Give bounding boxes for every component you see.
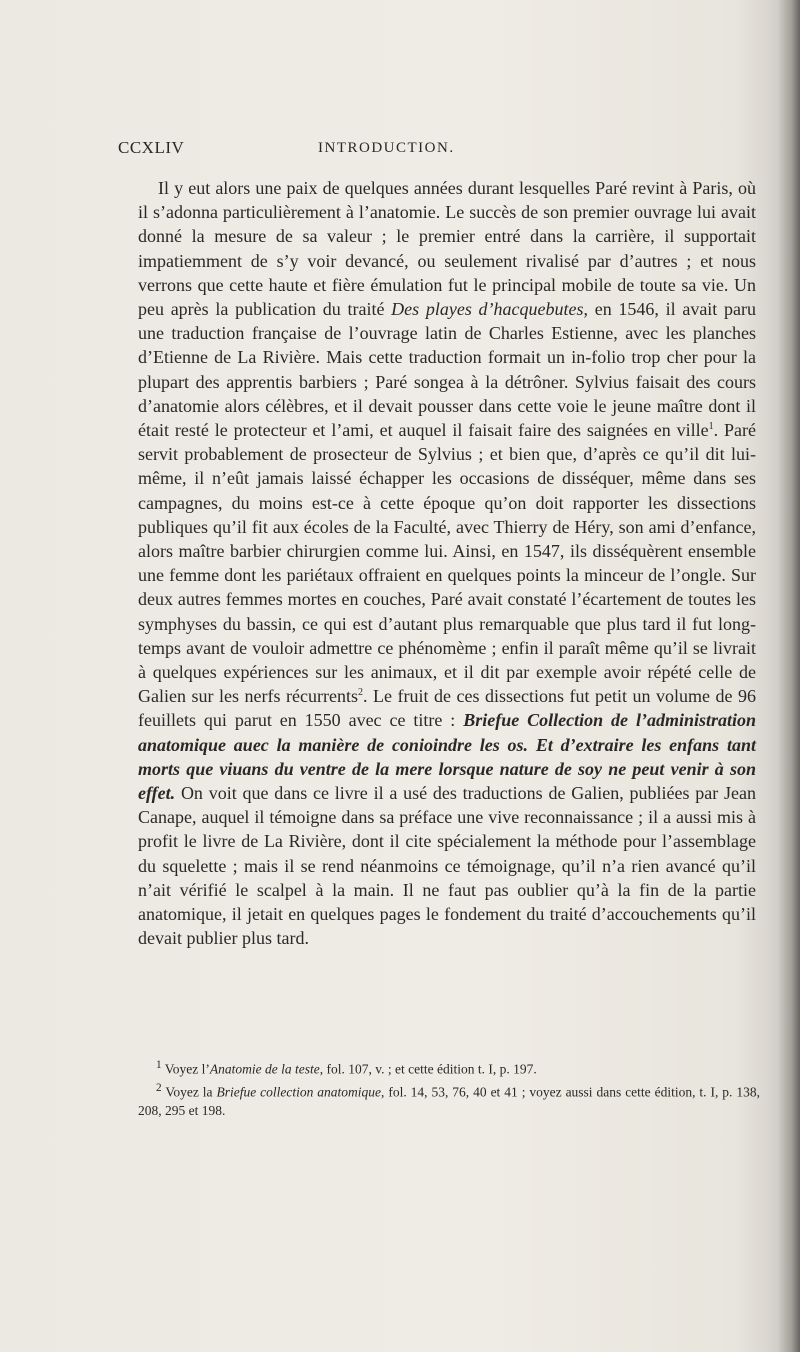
text-segment: , fol. 14, 53, 76, 40 et 41 ; voyez aussi dans cette édition, t. I, p. 138, 208, 295 et 198. (138, 1084, 760, 1118)
footnote (138, 1079, 760, 1121)
text-segment: , en 1546, il avait paru une traduction française de l’ouvrage latin de Charles Estienne, avec les planches d’Etienne de La Rivière. Mais cette traduction formait un in-folio trop cher pour la plupart des apprentis barbiers ; Paré songea à la détrôner. Sylvius faisait des cours d’anatomie alors célèbres, et il devait pousser dans cette voie le jeune maître dont il était resté le protecteur et l’ami, et auquel il faisait faire des saignées en ville (138, 299, 756, 441)
text-segment: On voit que dans ce livre il a usé des traductions de Galien, publiées par Jean Canape, auquel il témoigne dans sa préface une vive reconnaissance ; il a aussi mis à profit le livre de La Rivière, dont il cite spécialement la méthode pour l’assemblage du squelette ; mais il se rend néanmoins ce témoignage, qu’il n’a rien avancé qu’il n’ait vérifié le scalpel à la main. Il ne faut pas oublier qu’à la fin de la partie anatomique, il jetait en quelques pages le fondement du traité d’accouchements qu’il devait publier plus tard. (138, 783, 756, 949)
work-title: Anatomie de la teste (209, 1061, 320, 1077)
footnotes (138, 1056, 760, 1120)
page-folio: CCXLIV (118, 138, 185, 157)
main-text (138, 176, 756, 951)
footnote-ref: 2 (357, 687, 363, 699)
text-segment: Voyez l’ (161, 1061, 210, 1077)
running-head (118, 138, 718, 164)
work-title: Des playes d’hacquebutes (391, 299, 584, 320)
running-title: INTRODUCTION. (318, 140, 455, 156)
footnote-number: 1 (156, 1059, 162, 1071)
text-segment: Il y eut alors une paix de quelques années durant lesquelles Paré revint à Paris, où il s’adonna particulièrement à l’anatomie. Le succès de son premier ouvrage lui avait donné la mesure de sa valeur ; le premier entré dans la carrière, il supportait impatiemment de s’y voir devancé, ou seulement rivalisé par d’autres ; et nous verrons que cette haute et fière émulation fut le principal mobile de toute sa vie. Un peu après la publication du traité (138, 178, 756, 320)
text-segment: . Paré servit probablement de prosecteur de Sylvius ; et bien que, d’après ce qu’il dit lui-même, il n’eût jamais laissé échapper les occasions de disséquer, même dans ses campagnes, du moins est-ce à cette époque qu’on doit rapporter les dissections publiques qu’il fit aux écoles de la Faculté, avec Thierry de Héry, son ami d’enfance, alors maître barbier chirurgien comme lui. Ainsi, en 1547, ils disséquèrent ensemble une femme dont les pariétaux offraient en quelques points la minceur de l’ongle. Sur deux autres femmes mortes en couches, Paré avait constaté l’écartement de toutes les symphyses du bassin, ce qui est d’autant plus remarquable que plus tard il fut long-temps avant de vouloir admettre ce phénomème ; enfin il paraît même qu’il se livrait à quelques expériences sur les animaux, et il dit par exemple avoir répété celle de Galien sur les nerfs récurrents (138, 420, 757, 707)
work-title: Briefue Collection de l’administration anatomique auec la manière de conioindre les os. Et d’extraire les enfans tant morts que viuans du ventre de la mere lorsque nature de soy ne peut venir à son effet. (138, 710, 757, 804)
work-title: Briefue collection anatomique (216, 1084, 382, 1099)
footnote-number: 2 (156, 1081, 162, 1094)
text-segment: . Le fruit de ces dissections fut petit un volume de 96 feuillets qui parut en 1550 avec ce titre : (138, 686, 756, 731)
paragraph (138, 176, 756, 951)
page-edge-shadow (778, 0, 800, 1352)
text-segment: , fol. 107, v. ; et cette édition t. I, p. 197. (319, 1061, 537, 1077)
text-segment: Voyez la (161, 1084, 217, 1099)
footnote-ref: 1 (708, 421, 714, 433)
footnote (138, 1056, 760, 1079)
